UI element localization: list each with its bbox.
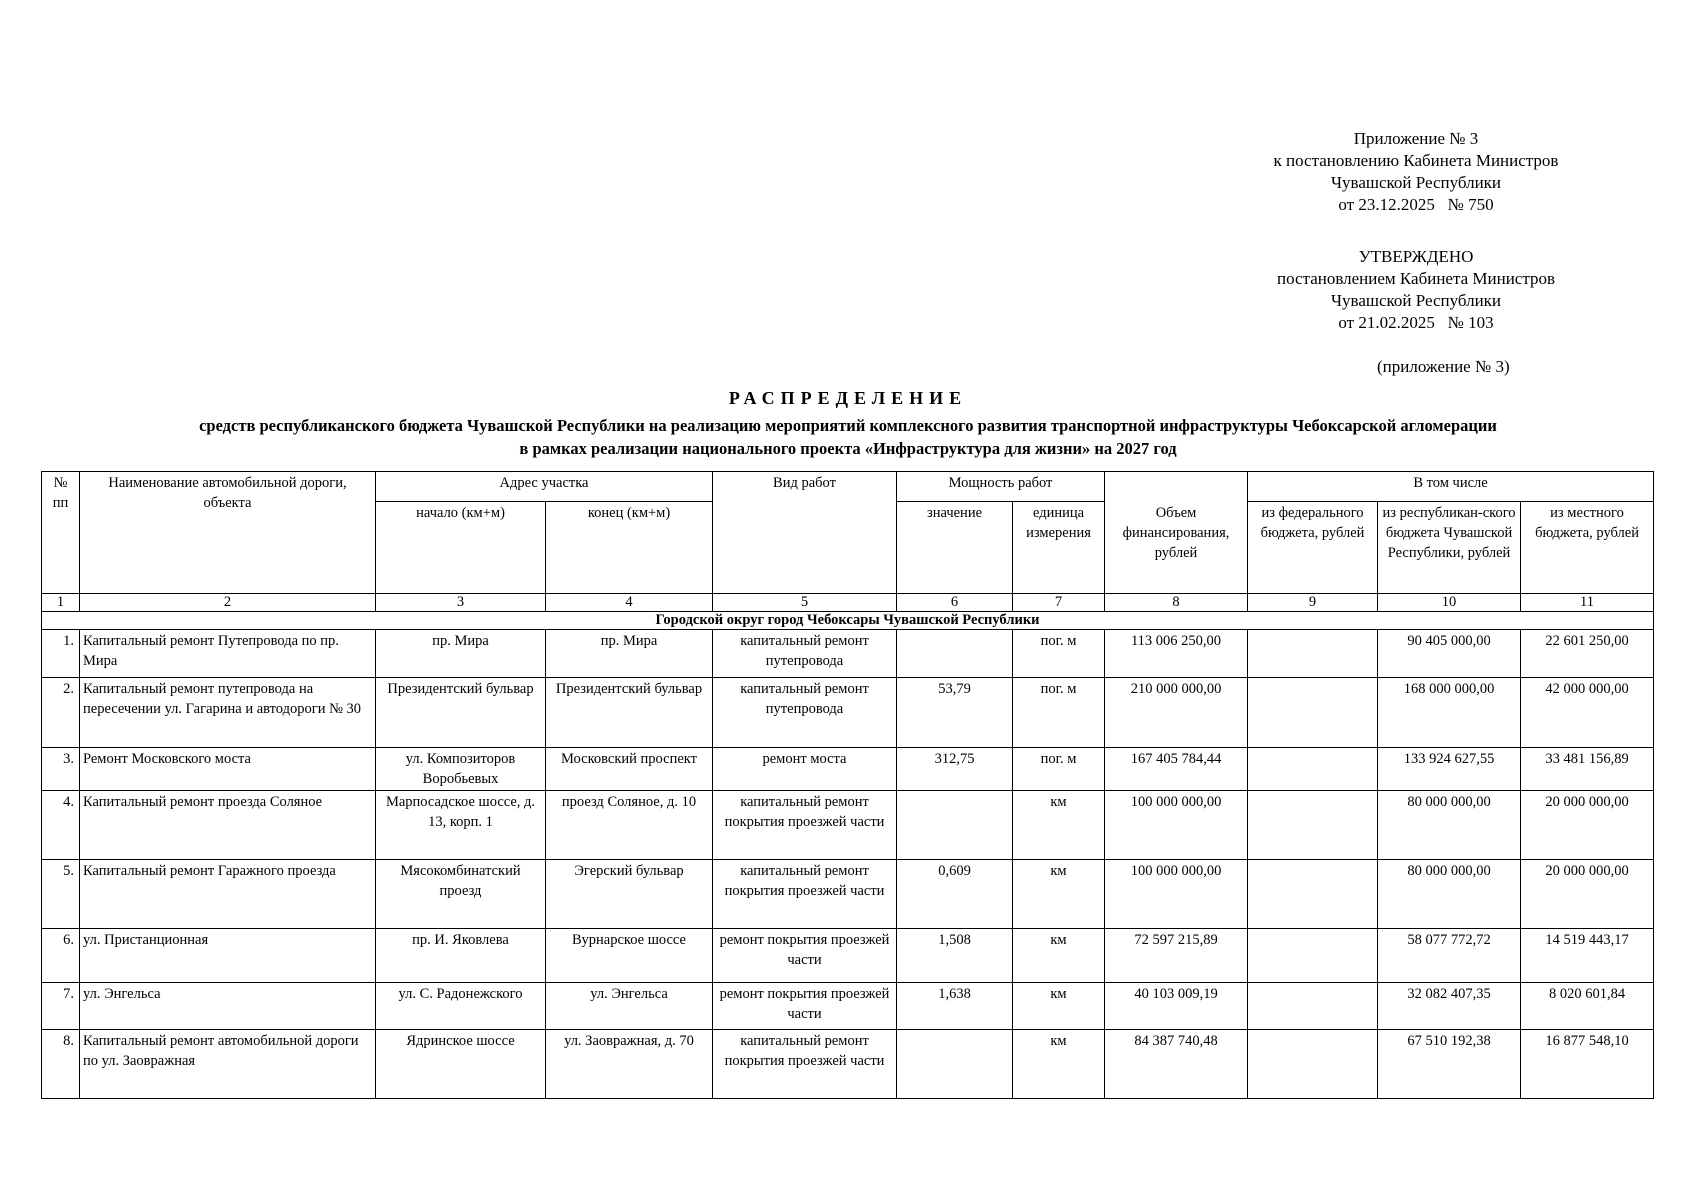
address-end: Эгерский бульвар — [546, 860, 713, 929]
funding-republican: 67 510 192,38 — [1378, 1030, 1521, 1099]
capacity-unit: км — [1013, 860, 1105, 929]
column-number: 5 — [713, 594, 897, 612]
table-row — [42, 983, 1654, 1030]
section-title: Городской округ город Чебоксары Чувашской Республики — [42, 612, 1654, 630]
table-row — [42, 791, 1654, 860]
funding-federal — [1248, 1030, 1378, 1099]
subtitle-line: средств республиканского бюджета Чувашской Республики на реализацию мероприятий комплексного развития транспортной инфраструктуры Чебоксарской агломерации — [199, 416, 1497, 435]
approval-stamp — [1226, 246, 1606, 334]
row-number: 8. — [42, 1030, 80, 1099]
road-name: Капитальный ремонт Путепровода по пр. Мира — [80, 630, 376, 678]
annex-line: Приложение № 3 — [1353, 129, 1479, 148]
row-number: 4. — [42, 791, 80, 860]
address-start: ул. С. Радонежского — [376, 983, 546, 1030]
row-number: 3. — [42, 748, 80, 791]
address-start: ул. Композиторов Воробьевых — [376, 748, 546, 791]
funding-local: 16 877 548,10 — [1521, 1030, 1654, 1099]
funding-republican: 80 000 000,00 — [1378, 860, 1521, 929]
approval-date-number: от 21.02.2025 № 103 — [1338, 313, 1494, 332]
header-volume — [1105, 472, 1248, 594]
road-name: Капитальный ремонт Гаражного проезда — [80, 860, 376, 929]
header-local: из местного бюджета, рублей — [1521, 502, 1654, 594]
funding-local: 33 481 156,89 — [1521, 748, 1654, 791]
funding-total: 84 387 740,48 — [1105, 1030, 1248, 1099]
funding-federal — [1248, 678, 1378, 748]
header-num: № пп — [42, 472, 80, 594]
address-end: ул. Энгельса — [546, 983, 713, 1030]
header-including: В том числе — [1248, 472, 1654, 502]
header-name: Наименование автомобильной дороги, объекта — [80, 472, 376, 594]
header-start: начало (км+м) — [376, 502, 546, 594]
column-number: 6 — [897, 594, 1013, 612]
funding-total: 113 006 250,00 — [1105, 630, 1248, 678]
funding-republican: 58 077 772,72 — [1378, 929, 1521, 983]
funding-local: 22 601 250,00 — [1521, 630, 1654, 678]
funding-local: 42 000 000,00 — [1521, 678, 1654, 748]
capacity-value: 1,638 — [897, 983, 1013, 1030]
funding-total: 100 000 000,00 — [1105, 860, 1248, 929]
capacity-unit: км — [1013, 1030, 1105, 1099]
capacity-unit: пог. м — [1013, 630, 1105, 678]
funding-federal — [1248, 929, 1378, 983]
funding-local: 20 000 000,00 — [1521, 860, 1654, 929]
capacity-value: 0,609 — [897, 860, 1013, 929]
header-value: значение — [897, 502, 1013, 594]
approval-line: Чувашской Республики — [1330, 291, 1502, 310]
column-numbers-row — [42, 594, 1654, 612]
funding-local: 14 519 443,17 — [1521, 929, 1654, 983]
column-number: 3 — [376, 594, 546, 612]
work-type: ремонт моста — [713, 748, 897, 791]
table-row — [42, 748, 1654, 791]
capacity-unit: км — [1013, 791, 1105, 860]
table-row — [42, 929, 1654, 983]
capacity-unit: пог. м — [1013, 748, 1105, 791]
work-type: ремонт покрытия проезжей части — [713, 983, 897, 1030]
address-start: пр. Мира — [376, 630, 546, 678]
header-unit: единица измерения — [1013, 502, 1105, 594]
capacity-value: 53,79 — [897, 678, 1013, 748]
header-federal: из федерального бюджета, рублей — [1248, 502, 1378, 594]
document-title: РАСПРЕДЕЛЕНИЕ — [728, 388, 968, 408]
capacity-unit: пог. м — [1013, 678, 1105, 748]
funding-total: 167 405 784,44 — [1105, 748, 1248, 791]
road-name: Капитальный ремонт автомобильной дороги по ул. Заовражная — [80, 1030, 376, 1099]
row-number: 1. — [42, 630, 80, 678]
funding-republican: 90 405 000,00 — [1378, 630, 1521, 678]
address-end: Вурнарское шоссе — [546, 929, 713, 983]
address-end: ул. Заовражная, д. 70 — [546, 1030, 713, 1099]
row-number: 6. — [42, 929, 80, 983]
funding-total: 40 103 009,19 — [1105, 983, 1248, 1030]
funding-total: 72 597 215,89 — [1105, 929, 1248, 983]
row-number: 5. — [42, 860, 80, 929]
column-number: 7 — [1013, 594, 1105, 612]
annex-date-number: от 23.12.2025 № 750 — [1338, 195, 1494, 214]
capacity-unit: км — [1013, 929, 1105, 983]
road-name: ул. Пристанционная — [80, 929, 376, 983]
column-number: 1 — [42, 594, 80, 612]
header-address: Адрес участка — [376, 472, 713, 502]
funding-federal — [1248, 630, 1378, 678]
column-number: 9 — [1248, 594, 1378, 612]
approval-line: постановлением Кабинета Министров — [1276, 269, 1556, 288]
column-number: 2 — [80, 594, 376, 612]
address-end: Президентский бульвар — [546, 678, 713, 748]
address-start: Ядринское шоссе — [376, 1030, 546, 1099]
capacity-value — [897, 1030, 1013, 1099]
funding-federal — [1248, 791, 1378, 860]
appendix-note: (приложение № 3) — [1377, 357, 1510, 376]
funding-federal — [1248, 860, 1378, 929]
work-type: капитальный ремонт покрытия проезжей части — [713, 1030, 897, 1099]
work-type: капитальный ремонт путепровода — [713, 630, 897, 678]
funding-total: 210 000 000,00 — [1105, 678, 1248, 748]
row-number: 7. — [42, 983, 80, 1030]
capacity-value: 312,75 — [897, 748, 1013, 791]
funding-total: 100 000 000,00 — [1105, 791, 1248, 860]
header-end: конец (км+м) — [546, 502, 713, 594]
address-start: пр. И. Яковлева — [376, 929, 546, 983]
header-republican: из республикан-ского бюджета Чувашской Республики, рублей — [1378, 502, 1521, 594]
funding-republican: 133 924 627,55 — [1378, 748, 1521, 791]
capacity-value — [897, 630, 1013, 678]
table-row — [42, 1030, 1654, 1099]
address-start: Марпосадское шоссе, д. 13, корп. 1 — [376, 791, 546, 860]
funding-republican: 32 082 407,35 — [1378, 983, 1521, 1030]
funding-federal — [1248, 748, 1378, 791]
header-work-type: Вид работ — [713, 472, 897, 594]
funding-local: 8 020 601,84 — [1521, 983, 1654, 1030]
address-start: Мясокомбинатский проезд — [376, 860, 546, 929]
annex-line: к постановлению Кабинета Министров — [1273, 151, 1559, 170]
column-number: 11 — [1521, 594, 1654, 612]
annex-line: Чувашской Республики — [1330, 173, 1502, 192]
table-row — [42, 630, 1654, 678]
annex-reference — [1226, 128, 1606, 216]
document-subtitle — [60, 414, 1636, 460]
address-start: Президентский бульвар — [376, 678, 546, 748]
funding-local: 20 000 000,00 — [1521, 791, 1654, 860]
header-volume-label: Объем финансирования, рублей — [1122, 504, 1230, 561]
work-type: капитальный ремонт покрытия проезжей части — [713, 860, 897, 929]
road-name: ул. Энгельса — [80, 983, 376, 1030]
address-end: Московский проспект — [546, 748, 713, 791]
capacity-value — [897, 791, 1013, 860]
allocation-table — [41, 471, 1654, 1099]
capacity-value: 1,508 — [897, 929, 1013, 983]
approval-heading: УТВЕРЖДЕНО — [1358, 247, 1474, 266]
funding-federal — [1248, 983, 1378, 1030]
header-capacity: Мощность работ — [897, 472, 1105, 502]
road-name: Капитальный ремонт путепровода на пересечении ул. Гагарина и автодороги № 30 — [80, 678, 376, 748]
column-number: 4 — [546, 594, 713, 612]
work-type: ремонт покрытия проезжей части — [713, 929, 897, 983]
road-name: Капитальный ремонт проезда Соляное — [80, 791, 376, 860]
address-end: проезд Соляное, д. 10 — [546, 791, 713, 860]
subtitle-line: в рамках реализации национального проекта «Инфраструктура для жизни» на 2027 год — [519, 439, 1177, 458]
funding-republican: 168 000 000,00 — [1378, 678, 1521, 748]
table-row — [42, 678, 1654, 748]
column-number: 8 — [1105, 594, 1248, 612]
capacity-unit: км — [1013, 983, 1105, 1030]
column-number: 10 — [1378, 594, 1521, 612]
work-type: капитальный ремонт путепровода — [713, 678, 897, 748]
section-row — [42, 612, 1654, 630]
work-type: капитальный ремонт покрытия проезжей части — [713, 791, 897, 860]
road-name: Ремонт Московского моста — [80, 748, 376, 791]
funding-republican: 80 000 000,00 — [1378, 791, 1521, 860]
row-number: 2. — [42, 678, 80, 748]
table-row — [42, 860, 1654, 929]
address-end: пр. Мира — [546, 630, 713, 678]
